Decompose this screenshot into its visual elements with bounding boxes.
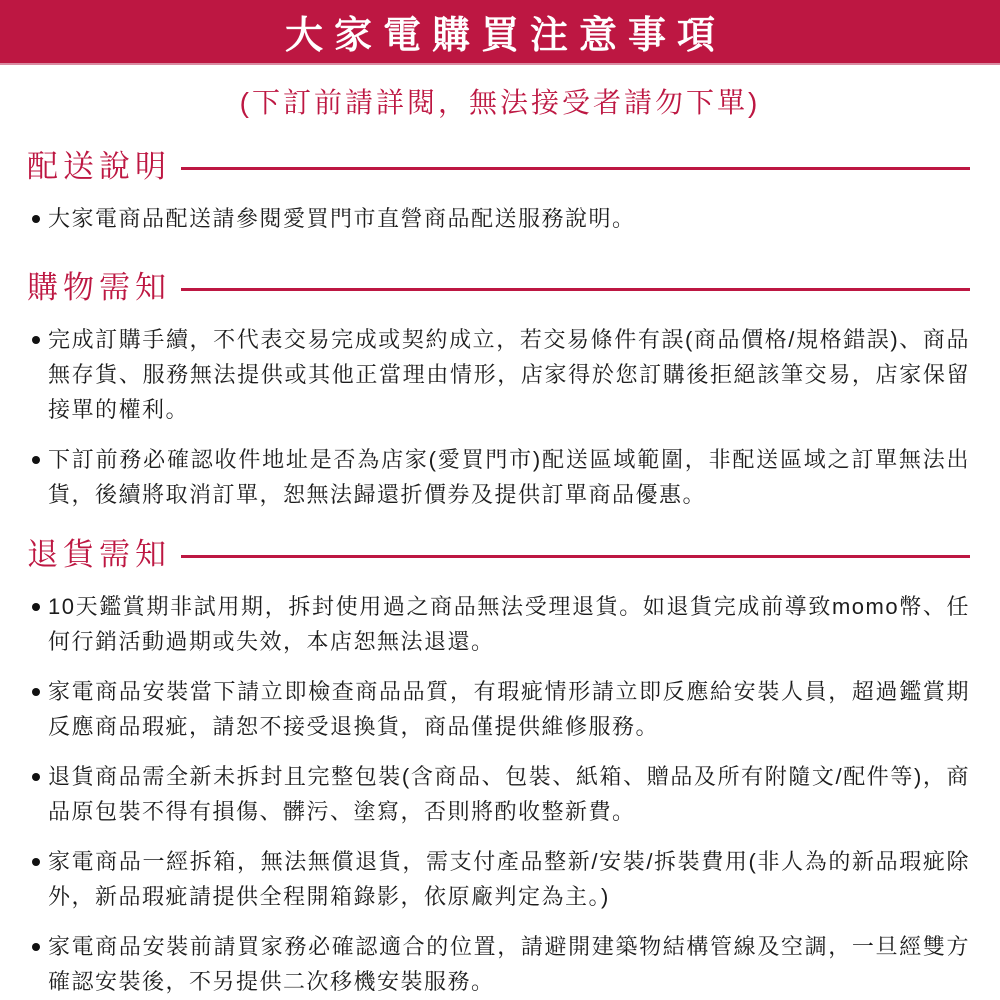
section-delivery-title: 配送說明 xyxy=(27,149,171,184)
page-title: 大家電購買注意事項 xyxy=(284,15,726,57)
list-item: 退貨商品需全新未拆封且完整包裝(含商品、包裝、紙箱、贈品及所有附隨文/配件等)，商品原包裝不得有損傷、髒污、塗寫，否則將酌收整新費。 xyxy=(27,759,970,829)
section-divider-line xyxy=(181,288,970,291)
page-header-banner xyxy=(0,0,1000,65)
section-return-list xyxy=(27,589,970,999)
list-item: 大家電商品配送請參閱愛買門市直營商品配送服務說明。 xyxy=(27,201,970,236)
section-return-title: 退貨需知 xyxy=(27,537,171,572)
list-item: 家電商品安裝當下請立即檢查商品品質，有瑕疵情形請立即反應給安裝人員，超過鑑賞期反應商品瑕疵，請恕不接受退換貨，商品僅提供維修服務。 xyxy=(27,674,970,744)
page-subtitle: (下訂前請詳閱，無法接受者請勿下單) xyxy=(239,87,761,118)
list-item: 家電商品一經拆箱，無法無償退貨，需支付產品整新/安裝/拆裝費用(非人為的新品瑕疵除外，新品瑕疵請提供全程開箱錄影，依原廠判定為主。) xyxy=(27,844,970,914)
section-return xyxy=(27,534,970,999)
section-delivery xyxy=(27,146,970,236)
section-divider-line xyxy=(181,167,970,170)
list-item: 完成訂購手續，不代表交易完成或契約成立，若交易條件有誤(商品價格/規格錯誤)、商品無存貨、服務無法提供或其他正當理由情形，店家得於您訂購後拒絕該筆交易，店家保留接單的權利。 xyxy=(27,322,970,427)
section-shopping-list xyxy=(27,322,970,512)
notice-content xyxy=(0,146,1000,999)
section-divider-line xyxy=(181,555,970,558)
section-delivery-list xyxy=(27,201,970,236)
list-item: 10天鑑賞期非試用期，拆封使用過之商品無法受理退貨。如退貨完成前導致momo幣、任何行銷活動過期或失效，本店恕無法退還。 xyxy=(27,589,970,659)
list-item: 家電商品安裝前請買家務必確認適合的位置，請避開建築物結構管線及空調，一旦經雙方確認安裝後，不另提供二次移機安裝服務。 xyxy=(27,929,970,999)
section-shopping-title: 購物需知 xyxy=(27,270,171,305)
list-item: 下訂前務必確認收件地址是否為店家(愛買門市)配送區域範圍，非配送區域之訂單無法出貨，後續將取消訂單，恕無法歸還折價券及提供訂單商品優惠。 xyxy=(27,442,970,512)
section-shopping-header xyxy=(27,267,970,309)
section-delivery-header xyxy=(27,146,970,188)
section-return-header xyxy=(27,534,970,576)
section-shopping xyxy=(27,267,970,512)
